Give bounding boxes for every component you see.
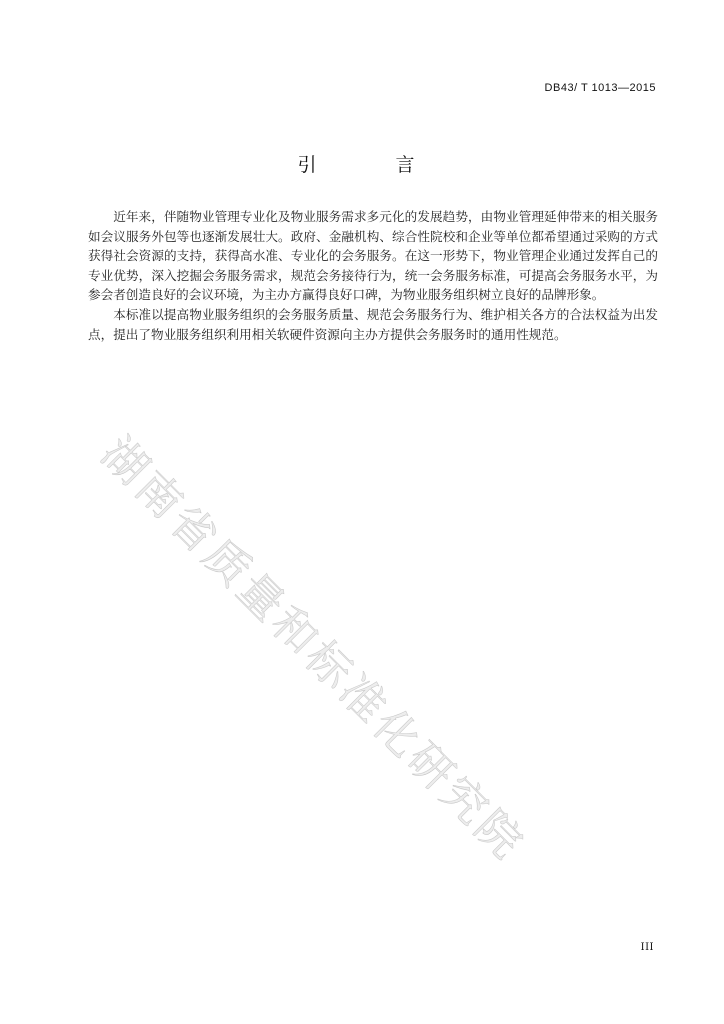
paragraph-1: 近年来，伴随物业管理专业化及物业服务需求多元化的发展趋势，由物业管理延伸带来的相关服务如会议服务外包等也逐渐发展壮大。政府、金融机构、综合性院校和企业等单位都希望通过采购的方式获得社会资源的支持，获得高水准、专业化的会务服务。在这一形势下，物业管理企业通过发挥自己的专业优势，深入挖掘会务服务需求，规范会务接待行为，统一会务服务标准，可提高会务服务水平，为参会者创造良好的会议环境，为主办方赢得良好口碑，为物业服务组织树立良好的品牌形象。 (88, 209, 658, 303)
paragraph-2: 本标准以提高物业服务组织的会务服务质量、规范会务服务行为、维护相关各方的合法权益为出发点，提出了物业服务组织利用相关软硬件资源向主办方提供会务服务时的通用性规范。 (88, 306, 658, 342)
body-text (88, 207, 658, 344)
watermark: 湖南省质量和标准化研究院 (91, 427, 535, 872)
page-title: 引 言 (297, 154, 445, 176)
page-number: III (640, 942, 654, 953)
standard-code: DB43/ T 1013—2015 (544, 82, 656, 94)
